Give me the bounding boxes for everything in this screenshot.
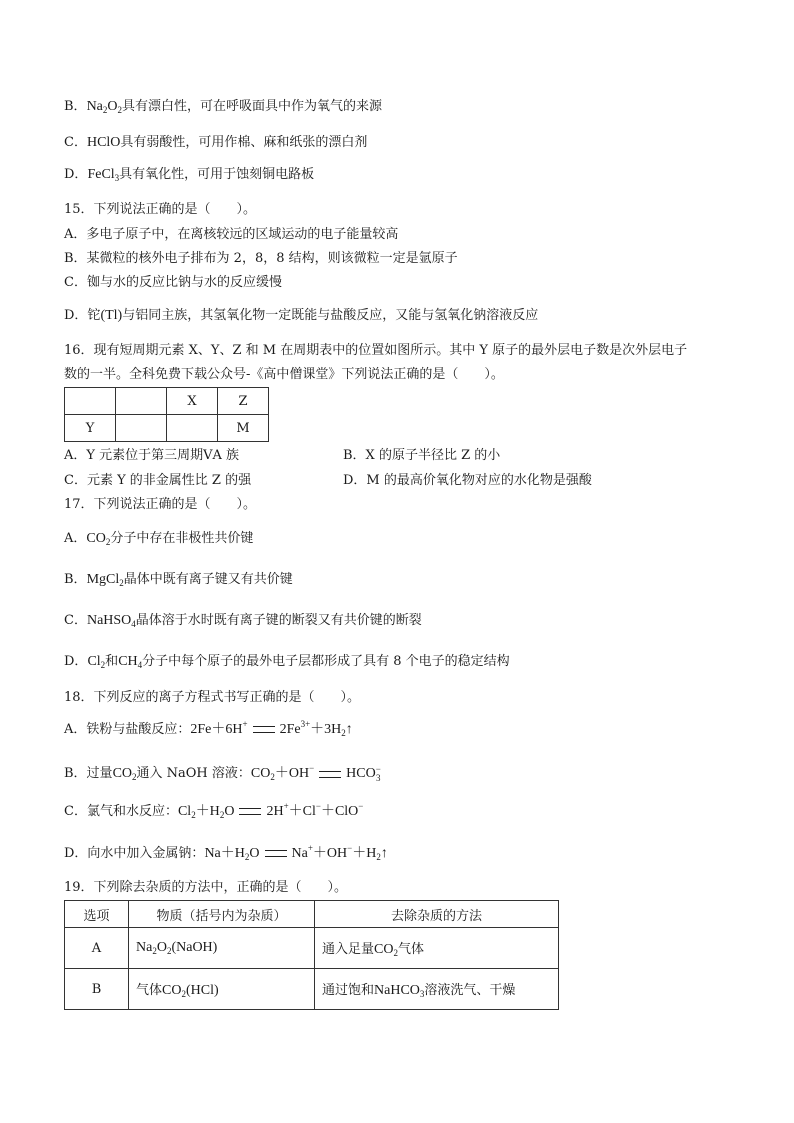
periodic-cell <box>116 415 167 442</box>
equation-d: $Na+H_2O$ $Na^++OH^-+H_2↑$ <box>204 843 388 862</box>
q17-option-d: D．$Cl_2$和$CH_4$分子中每个原子的最外电子层都形成了具有 8 个电子的稳定结构 <box>64 654 510 670</box>
table-cell-substance: 气体$CO_2(HCl)$ <box>129 969 315 1010</box>
q16-option-b: B．X 的原子半径比 Z 的小 <box>343 448 501 463</box>
formula-co2: $CO_2$ <box>86 531 111 547</box>
q16-stem-line2: 数的一半。全科免费下载公众号-《高中僧课堂》下列说法正确的是（ ）。 <box>64 367 504 382</box>
q18-option-d: D．向水中加入金属钠：$Na+H_2O$ $Na^++OH^-+H_2↑$ <box>64 843 388 862</box>
equals-sign <box>265 850 287 857</box>
q15-stem: 15．下列说法正确的是（ ）。 <box>64 202 257 217</box>
q14-option-b <box>64 98 382 116</box>
q18-option-c: C．氯气和水反应：$Cl_2+H_2O$ 2H+＋Cl−＋ClO− <box>64 801 364 820</box>
q16-stem-line1: 16．现有短周期元素 X、Y、Z 和 M 在周期表中的位置如图所示。其中 Y 原子的最外层电子数是次外层电子 <box>64 343 688 358</box>
q17-stem: 17．下列说法正确的是（ ）。 <box>64 497 257 512</box>
table-cell-method: 通过饱和NaHCO$_3$溶液洗气、干燥 <box>315 969 559 1010</box>
q17-option-b: B．MgCl$_2$晶体中既有离子键又有共价键 <box>64 572 293 588</box>
q16-option-d: D．M 的最高价氧化物对应的水化物是强酸 <box>343 473 592 488</box>
periodic-cell <box>167 415 218 442</box>
impurity-removal-table <box>64 900 559 1010</box>
periodic-row <box>65 415 269 442</box>
equals-sign <box>239 808 261 815</box>
periodic-cell <box>116 388 167 415</box>
periodic-cell <box>65 388 116 415</box>
q15-option-a: A．多电子原子中，在离核较远的区域运动的电子能量较高 <box>64 227 399 242</box>
q18-stem: 18．下列反应的离子方程式书写正确的是（ ）。 <box>64 690 361 705</box>
q18-option-b: B．过量$CO_2$通入 NaOH 溶液：$CO_2+OH^-$ HCO − 3 <box>64 763 381 783</box>
equals-sign <box>319 771 341 778</box>
periodic-cell-y: Y <box>65 415 116 442</box>
table-header-row <box>65 901 559 928</box>
periodic-row <box>65 388 269 415</box>
equation-c: $Cl_2+H_2O$ 2H+＋Cl−＋ClO− <box>177 801 364 820</box>
table-header: 物质（括号内为杂质） <box>129 901 315 928</box>
q16-option-c: C．元素 Y 的非金属性比 Z 的强 <box>64 473 252 488</box>
periodic-cell-x: X <box>167 388 218 415</box>
q14-option-d: D．FeCl$_3$具有氧化性，可用于蚀刻铜电路板 <box>64 167 315 183</box>
table-cell-option: A <box>65 928 129 969</box>
equals-sign <box>253 726 275 733</box>
periodic-cell-m: M <box>218 415 269 442</box>
formula-mgcl2: MgCl$_2$ <box>86 572 124 588</box>
q17-option-a: A．$CO_2$分子中存在非极性共价键 <box>64 531 254 547</box>
formula-cl2: $Cl_2$ <box>87 654 106 670</box>
q15-option-c: C．铷与水的反应比钠与水的反应缓慢 <box>64 275 282 290</box>
table-cell-substance: $Na_2O_2(NaOH)$ <box>129 928 315 969</box>
q17-option-c: C．NaHSO$_4$晶体溶于水时既有离子键的断裂又有共价键的断裂 <box>64 613 422 629</box>
formula-na2o2: $Na_2O_2$ <box>86 99 123 115</box>
formula-tl: (Tl) <box>100 308 123 323</box>
table-cell-method: 通入足量$CO_2$气体 <box>315 928 559 969</box>
q19-stem: 19．下列除去杂质的方法中，正确的是（ ）。 <box>64 880 348 895</box>
option-label: B． <box>64 99 87 114</box>
periodic-cell-z: Z <box>218 388 269 415</box>
table-header: 去除杂质的方法 <box>315 901 559 928</box>
formula-fecl3: FeCl$_3$ <box>87 167 120 183</box>
periodic-table-fragment <box>64 387 269 442</box>
q15-option-b: B．某微粒的核外电子排布为 2，8，8 结构，则该微粒一定是氩原子 <box>64 251 458 266</box>
q15-option-d: D．铊(Tl)与铝同主族，其氢氧化物一定既能与盐酸反应，又能与氢氧化钠溶液反应 <box>64 308 539 323</box>
equation-b: $CO_2+OH^-$ HCO − 3 <box>250 763 381 783</box>
table-row <box>65 928 559 969</box>
table-header: 选项 <box>65 901 129 928</box>
table-cell-option: B <box>65 969 129 1010</box>
formula-nahso4: NaHSO$_4$ <box>86 613 136 629</box>
formula-hclo: HClO <box>86 135 121 150</box>
q16-option-a: A．Y 元素位于第三周期ⅤA 族 <box>64 448 240 463</box>
equation-a: 2Fe＋6H+ $2Fe^{3+}+3H_2↑$ <box>190 719 353 738</box>
q18-option-a: A．铁粉与盐酸反应：2Fe＋6H+ $2Fe^{3+}+3H_2↑$ <box>64 719 353 738</box>
option-text: 具有漂白性，可在呼吸面具中作为氧气的来源 <box>122 99 383 114</box>
q14-option-c: C．HClO具有弱酸性，可用作棉、麻和纸张的漂白剂 <box>64 135 368 150</box>
table-row <box>65 969 559 1010</box>
formula-ch4: $CH_4$ <box>118 654 143 670</box>
